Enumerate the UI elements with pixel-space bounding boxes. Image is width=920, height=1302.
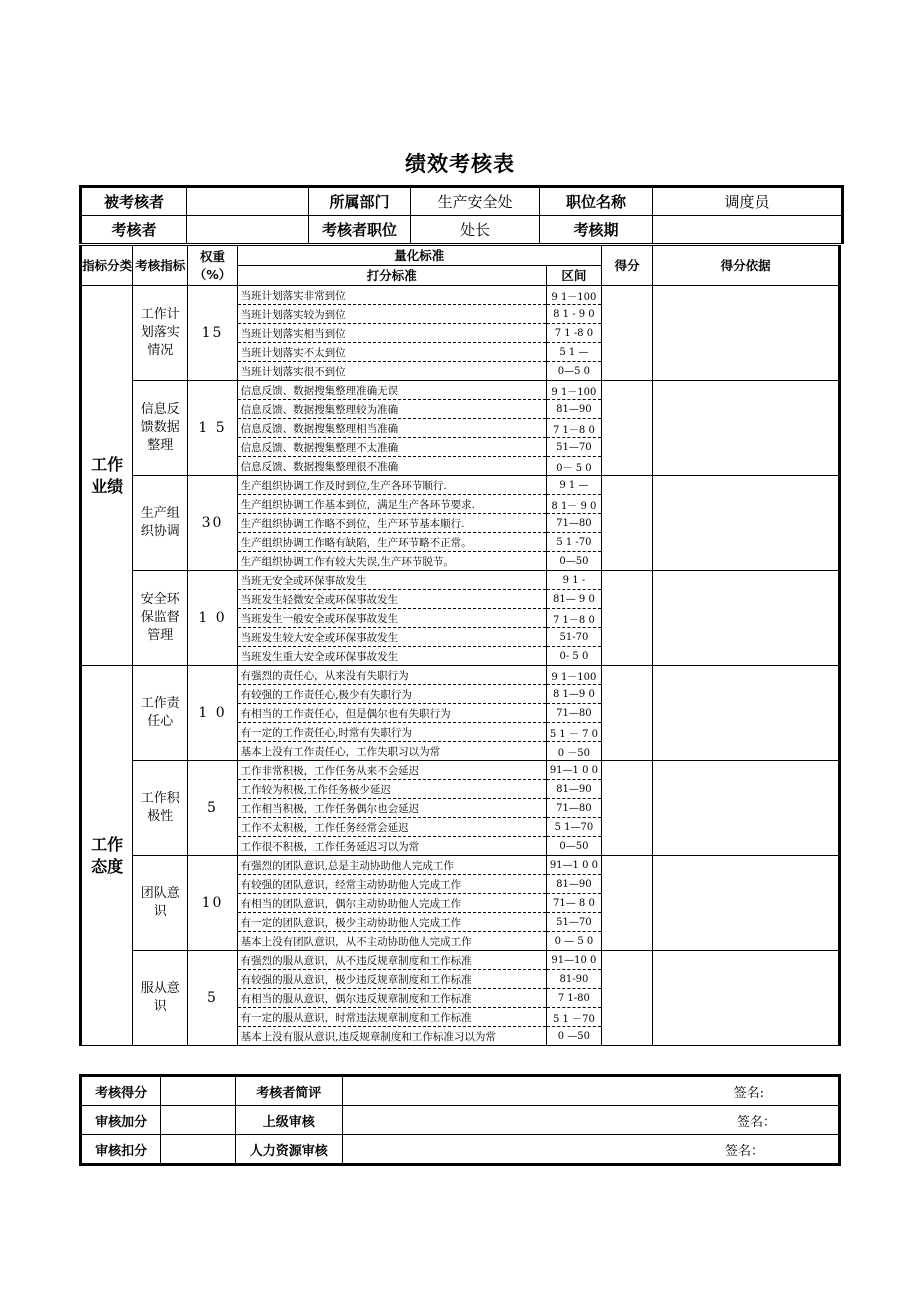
- criteria-text: 工作较为积极,工作任务极少延迟: [237, 780, 546, 799]
- indicator-weight: 1 0: [188, 571, 237, 666]
- col-range: 区间: [546, 266, 601, 286]
- criteria-range: 71—80: [546, 799, 601, 818]
- col-indicator: 考核指标: [133, 246, 188, 286]
- criteria-range: 91—10 0: [546, 951, 601, 970]
- criteria-range: 7 1 -8 0: [546, 324, 601, 343]
- header-table: [79, 185, 844, 244]
- bonus-field[interactable]: [161, 1106, 235, 1135]
- criteria-range: 0- 5 0: [546, 647, 601, 666]
- criteria-text: 当班计划落实很不到位: [237, 362, 546, 381]
- review-label: 考核者简评: [235, 1076, 342, 1106]
- criteria-range: 51—70: [546, 438, 601, 457]
- criteria-range: 91—1 0 0: [546, 856, 601, 875]
- score-cell[interactable]: [602, 951, 653, 1046]
- criteria-row: [81, 571, 840, 590]
- criteria-range: 81-90: [546, 970, 601, 989]
- indicator-name: 团队意识: [133, 856, 188, 951]
- position-field[interactable]: 调度员: [653, 187, 843, 216]
- indicator-weight: 1 5: [188, 381, 237, 476]
- col-category: 指标分类: [81, 246, 133, 286]
- indicator-weight: 5: [188, 761, 237, 856]
- criteria-range: 51-70: [546, 628, 601, 647]
- criteria-text: 有强烈的责任心，从来没有失职行为: [237, 666, 546, 685]
- criteria-text: 生产组织协调工作基本到位，满足生产各环节要求.: [237, 495, 546, 514]
- score-cell[interactable]: [602, 381, 653, 476]
- criteria-text: 当班发生较大安全或环保事故发生: [237, 628, 546, 647]
- category-name: 工作业绩: [81, 286, 133, 666]
- criteria-text: 信息反馈、数据搜集整理不太准确: [237, 438, 546, 457]
- criteria-range: 9 1 —: [546, 476, 601, 495]
- criteria-text: 有强烈的服从意识，从不违反规章制度和工作标准: [237, 951, 546, 970]
- appraisee-field[interactable]: [187, 187, 309, 216]
- review-signature[interactable]: 签名:: [343, 1076, 840, 1106]
- criteria-text: 有强烈的团队意识,总是主动协助他人完成工作: [237, 856, 546, 875]
- superior-label: 上级审核: [235, 1106, 342, 1135]
- criteria-range: 51—70: [546, 913, 601, 932]
- score-cell[interactable]: [602, 286, 653, 381]
- criteria-range: 0－ 5 0: [546, 457, 601, 476]
- criteria-range: 0—50: [546, 837, 601, 856]
- criteria-text: 有一定的工作责任心,时常有失职行为: [237, 723, 546, 742]
- criteria-range: 8 1 - 9 0: [546, 305, 601, 324]
- page-title: 绩效考核表: [405, 152, 515, 176]
- col-score: 得分: [602, 246, 653, 286]
- criteria-text: 有相当的服从意识，偶尔违反规章制度和工作标准: [237, 989, 546, 1008]
- criteria-text: 信息反馈、数据搜集整理准确无误: [237, 381, 546, 400]
- bonus-label: 审核加分: [81, 1106, 161, 1135]
- deduct-label: 审核扣分: [81, 1135, 161, 1165]
- criteria-text: 当班发生轻微安全或环保事故发生: [237, 590, 546, 609]
- footer-table: [79, 1074, 841, 1166]
- criteria-row: [81, 381, 840, 400]
- criteria-range: 71—80: [546, 704, 601, 723]
- score-label: 考核得分: [81, 1076, 161, 1106]
- indicator-weight: 1 0: [188, 666, 237, 761]
- criteria-row: [81, 856, 840, 875]
- criteria-range: 0—5 0: [546, 362, 601, 381]
- score-cell[interactable]: [602, 571, 653, 666]
- indicator-weight: 30: [188, 476, 237, 571]
- basis-cell[interactable]: [653, 381, 840, 476]
- criteria-row: [81, 476, 840, 495]
- indicator-name: 信息反馈数据整理: [133, 381, 188, 476]
- basis-cell[interactable]: [653, 856, 840, 951]
- criteria-text: 当班无安全或环保事故发生: [237, 571, 546, 590]
- period-label: 考核期: [540, 216, 653, 244]
- indicator-name: 工作积极性: [133, 761, 188, 856]
- criteria-text: 有相当的团队意识，偶尔主动协助他人完成工作: [237, 894, 546, 913]
- indicator-weight: 5: [188, 951, 237, 1046]
- col-basis: 得分依据: [653, 246, 840, 286]
- criteria-text: 有一定的服从意识，时常违法规章制度和工作标准: [237, 1008, 546, 1027]
- indicator-name: 工作责任心: [133, 666, 188, 761]
- criteria-text: 当班计划落实较为到位: [237, 305, 546, 324]
- criteria-range: 81—90: [546, 875, 601, 894]
- indicator-weight: 10: [188, 856, 237, 951]
- criteria-text: 基本上没有服从意识,违反规章制度和工作标准习以为常: [237, 1027, 546, 1046]
- criteria-row: [81, 286, 840, 305]
- criteria-text: 工作不太积极，工作任务经常会延迟: [237, 818, 546, 837]
- criteria-range: 9 1－100: [546, 666, 601, 685]
- appraisee-label: 被考核者: [81, 187, 187, 216]
- appraiser-position-label: 考核者职位: [309, 216, 411, 244]
- criteria-text: 有较强的服从意识，极少违反规章制度和工作标准: [237, 970, 546, 989]
- criteria-text: 有相当的工作责任心，但是偶尔也有失职行为: [237, 704, 546, 723]
- score-cell[interactable]: [602, 761, 653, 856]
- criteria-text: 生产组织协调工作有较大失误,生产环节脱节。: [237, 552, 546, 571]
- criteria-range: 91—1 0 0: [546, 761, 601, 780]
- criteria-range: 71—80: [546, 514, 601, 533]
- criteria-text: 有较强的团队意识，经常主动协助他人完成工作: [237, 875, 546, 894]
- criteria-text: 基本上没有团队意识，从不主动协助他人完成工作: [237, 932, 546, 951]
- criteria-range: 5 1 －70: [546, 1008, 601, 1027]
- col-scoring: 打分标准: [237, 266, 546, 286]
- score-cell[interactable]: [602, 476, 653, 571]
- position-label: 职位名称: [540, 187, 653, 216]
- appraiser-field[interactable]: [187, 216, 309, 244]
- col-weight: 权重（%）: [188, 246, 237, 286]
- dept-field[interactable]: 生产安全处: [411, 187, 540, 216]
- score-field[interactable]: [161, 1076, 235, 1106]
- criteria-text: 当班计划落实非常到位: [237, 286, 546, 305]
- hr-signature[interactable]: 签名：: [343, 1135, 840, 1165]
- basis-cell[interactable]: [653, 761, 840, 856]
- criteria-range: 5 1 —: [546, 343, 601, 362]
- criteria-range: 7 1－8 0: [546, 609, 601, 628]
- criteria-range: 0 — 5 0: [546, 932, 601, 951]
- col-quant: 量化标准: [237, 246, 601, 266]
- criteria-range: 0 —50: [546, 1027, 601, 1046]
- criteria-range: 7 1－8 0: [546, 419, 601, 438]
- hr-label: 人力资源审核: [235, 1135, 342, 1165]
- criteria-range: 71— 8 0: [546, 894, 601, 913]
- criteria-range: 81—90: [546, 400, 601, 419]
- basis-cell[interactable]: [653, 286, 840, 381]
- criteria-row: [81, 761, 840, 780]
- criteria-text: 工作很不积极，工作任务延迟习以为常: [237, 837, 546, 856]
- criteria-range: 7 1-80: [546, 989, 601, 1008]
- criteria-range: 9 1－100: [546, 381, 601, 400]
- criteria-text: 有较强的工作责任心,极少有失职行为: [237, 685, 546, 704]
- criteria-text: 工作非常积极，工作任务从来不会延迟: [237, 761, 546, 780]
- criteria-range: 0—50: [546, 552, 601, 571]
- criteria-range: 9 1－100: [546, 286, 601, 305]
- criteria-text: 生产组织协调工作略不到位，生产环节基本顺行.: [237, 514, 546, 533]
- criteria-row: [81, 666, 840, 685]
- assessment-table: [79, 245, 841, 1046]
- criteria-text: 信息反馈、数据搜集整理很不准确: [237, 457, 546, 476]
- dept-label: 所属部门: [309, 187, 411, 216]
- indicator-name: 服从意识: [133, 951, 188, 1046]
- appraiser-label: 考核者: [81, 216, 187, 244]
- criteria-range: 8 1—9 0: [546, 685, 601, 704]
- appraiser-position-field[interactable]: 处长: [411, 216, 540, 244]
- indicator-weight: 15: [188, 286, 237, 381]
- score-cell[interactable]: [602, 856, 653, 951]
- criteria-text: 有一定的团队意识，极少主动协助他人完成工作: [237, 913, 546, 932]
- criteria-text: 当班计划落实相当到位: [237, 324, 546, 343]
- deduct-field[interactable]: [161, 1135, 235, 1165]
- criteria-text: 生产组织协调工作略有缺陷，生产环节略不正常。: [237, 533, 546, 552]
- indicator-name: 安全环保监督管理: [133, 571, 188, 666]
- basis-cell[interactable]: [653, 951, 840, 1046]
- criteria-text: 当班发生重大安全或环保事故发生: [237, 647, 546, 666]
- indicator-name: 生产组织协调: [133, 476, 188, 571]
- indicator-name: 工作计划落实情况: [133, 286, 188, 381]
- criteria-text: 信息反馈、数据搜集整理较为准确: [237, 400, 546, 419]
- criteria-text: 信息反馈、数据搜集整理相当准确: [237, 419, 546, 438]
- period-field[interactable]: [653, 216, 843, 244]
- criteria-range: 0 －50: [546, 742, 601, 761]
- criteria-range: 5 1—70: [546, 818, 601, 837]
- criteria-text: 当班发生一般安全或环保事故发生: [237, 609, 546, 628]
- criteria-text: 基本上没有工作责任心，工作失职习以为常: [237, 742, 546, 761]
- criteria-text: 当班计划落实不太到位: [237, 343, 546, 362]
- criteria-range: 5 1 － 7 0: [546, 723, 601, 742]
- criteria-range: 9 1 -: [546, 571, 601, 590]
- basis-cell[interactable]: [653, 476, 840, 571]
- score-cell[interactable]: [602, 666, 653, 761]
- basis-cell[interactable]: [653, 571, 840, 666]
- criteria-text: 工作相当积极，工作任务偶尔也会延迟: [237, 799, 546, 818]
- criteria-range: 81— 9 0: [546, 590, 601, 609]
- category-name: 工作态度: [81, 666, 133, 1046]
- criteria-range: 8 1－ 9 0: [546, 495, 601, 514]
- criteria-text: 生产组织协调工作及时到位,生产各环节顺行.: [237, 476, 546, 495]
- basis-cell[interactable]: [653, 666, 840, 761]
- criteria-range: 5 1 -70: [546, 533, 601, 552]
- superior-signature[interactable]: 签名：: [343, 1106, 840, 1135]
- criteria-row: [81, 951, 840, 970]
- criteria-range: 81—90: [546, 780, 601, 799]
